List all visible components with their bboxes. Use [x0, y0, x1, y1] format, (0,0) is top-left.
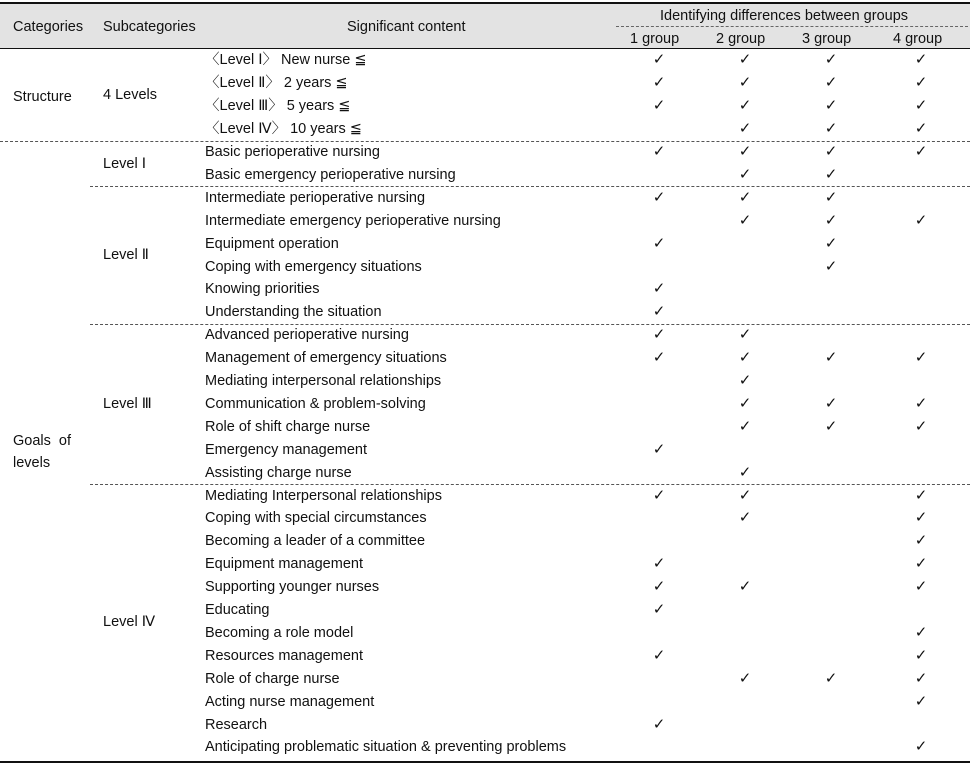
- content-cell: Coping with special circumstances: [205, 510, 427, 527]
- check-mark: ✓: [652, 96, 666, 115]
- check-mark: ✓: [914, 691, 928, 710]
- subgroup-divider: [90, 324, 970, 325]
- check-mark: ✓: [824, 668, 838, 687]
- header-groups-title: Identifying differences between groups: [660, 8, 909, 24]
- check-mark: ✓: [914, 554, 928, 573]
- content-cell: Basic perioperative nursing: [205, 144, 380, 161]
- check-mark: ✓: [824, 256, 838, 275]
- check-mark: ✓: [824, 210, 838, 229]
- content-cell: 〈Level Ⅳ〉 10 years ≦: [205, 121, 362, 138]
- category-label: Structure: [13, 88, 72, 105]
- content-cell: Coping with emergency situations: [205, 258, 422, 275]
- check-mark: ✓: [824, 233, 838, 252]
- check-mark: ✓: [652, 714, 666, 733]
- check-mark: ✓: [914, 668, 928, 687]
- check-mark: ✓: [738, 485, 752, 504]
- content-cell: 〈Level Ⅱ〉 2 years ≦: [205, 75, 348, 92]
- check-mark: ✓: [914, 142, 928, 161]
- subgroup-divider: [90, 484, 970, 485]
- check-mark: ✓: [914, 50, 928, 69]
- check-mark: ✓: [738, 187, 752, 206]
- check-mark: ✓: [652, 73, 666, 92]
- content-cell: Becoming a leader of a committee: [205, 533, 426, 550]
- check-mark: ✓: [738, 416, 752, 435]
- header-significant-content: Significant content: [347, 19, 466, 35]
- subcategory-label: Level Ⅲ: [103, 395, 152, 412]
- header-group-1: 1 group: [630, 31, 680, 47]
- content-cell: Mediating Interpersonal relationships: [205, 487, 442, 504]
- check-mark: ✓: [652, 50, 666, 69]
- check-mark: ✓: [914, 119, 928, 138]
- header-bottom-border: [0, 48, 970, 49]
- check-mark: ✓: [914, 416, 928, 435]
- content-cell: Supporting younger nurses: [205, 579, 380, 596]
- check-mark: ✓: [652, 485, 666, 504]
- check-mark: ✓: [738, 119, 752, 138]
- check-mark: ✓: [652, 554, 666, 573]
- check-mark: ✓: [914, 645, 928, 664]
- check-mark: ✓: [738, 668, 752, 687]
- subcategory-label: Level Ⅰ: [103, 155, 146, 172]
- check-mark: ✓: [914, 96, 928, 115]
- content-cell: Educating: [205, 602, 270, 619]
- check-mark: ✓: [738, 577, 752, 596]
- content-cell: Communication & problem-solving: [205, 395, 426, 412]
- check-mark: ✓: [652, 233, 666, 252]
- check-mark: ✓: [914, 393, 928, 412]
- content-cell: Role of shift charge nurse: [205, 418, 371, 435]
- check-mark: ✓: [914, 508, 928, 527]
- content-cell: Acting nurse management: [205, 693, 375, 710]
- check-mark: ✓: [738, 348, 752, 367]
- content-cell: Equipment management: [205, 556, 363, 573]
- check-mark: ✓: [652, 577, 666, 596]
- header-subcategories: Subcategories: [103, 19, 196, 35]
- content-cell: Research: [205, 716, 268, 733]
- check-mark: ✓: [652, 302, 666, 321]
- content-cell: 〈Level Ⅰ〉 New nurse ≦: [205, 52, 367, 69]
- check-mark: ✓: [652, 600, 666, 619]
- content-cell: Anticipating problematic situation & preventing problems: [205, 739, 567, 756]
- check-mark: ✓: [914, 622, 928, 641]
- check-mark: ✓: [824, 50, 838, 69]
- content-cell: Becoming a role model: [205, 624, 354, 641]
- check-mark: ✓: [738, 96, 752, 115]
- header-group-4: 4 group: [893, 31, 943, 47]
- check-mark: ✓: [738, 164, 752, 183]
- category-label: Goals of levels: [13, 432, 72, 471]
- check-mark: ✓: [652, 348, 666, 367]
- check-mark: ✓: [738, 325, 752, 344]
- content-cell: Mediating interpersonal relationships: [205, 373, 442, 390]
- check-mark: ✓: [914, 73, 928, 92]
- check-mark: ✓: [824, 96, 838, 115]
- check-mark: ✓: [652, 645, 666, 664]
- check-mark: ✓: [824, 348, 838, 367]
- header-group-2: 2 group: [716, 31, 766, 47]
- content-cell: Management of emergency situations: [205, 350, 447, 367]
- check-mark: ✓: [824, 164, 838, 183]
- header-group-3: 3 group: [802, 31, 852, 47]
- header-categories: Categories: [13, 19, 84, 35]
- content-cell: Advanced perioperative nursing: [205, 327, 409, 344]
- content-cell: Intermediate emergency perioperative nursing: [205, 212, 501, 229]
- content-cell: Knowing priorities: [205, 281, 320, 298]
- check-mark: ✓: [824, 416, 838, 435]
- header-groups-divider: [616, 26, 968, 27]
- check-mark: ✓: [738, 371, 752, 390]
- check-mark: ✓: [738, 393, 752, 412]
- check-mark: ✓: [652, 325, 666, 344]
- check-mark: ✓: [824, 119, 838, 138]
- content-cell: 〈Level Ⅲ〉 5 years ≦: [205, 98, 351, 115]
- content-cell: Assisting charge nurse: [205, 464, 352, 481]
- check-mark: ✓: [652, 187, 666, 206]
- check-mark: ✓: [914, 348, 928, 367]
- check-mark: ✓: [824, 73, 838, 92]
- check-mark: ✓: [652, 142, 666, 161]
- content-cell: Role of charge nurse: [205, 670, 340, 687]
- content-cell: Intermediate perioperative nursing: [205, 189, 426, 206]
- content-cell: Equipment operation: [205, 235, 339, 252]
- subcategory-label: Level Ⅳ: [103, 613, 156, 630]
- check-mark: ✓: [824, 187, 838, 206]
- check-mark: ✓: [738, 73, 752, 92]
- content-cell: Resources management: [205, 647, 363, 664]
- subcategory-label: Level Ⅱ: [103, 247, 149, 264]
- check-mark: ✓: [914, 577, 928, 596]
- check-mark: ✓: [652, 439, 666, 458]
- check-mark: ✓: [738, 210, 752, 229]
- content-cell: Understanding the situation: [205, 304, 382, 321]
- subcategory-label: 4 Levels: [103, 86, 158, 103]
- check-mark: ✓: [914, 485, 928, 504]
- content-cell: Basic emergency perioperative nursing: [205, 166, 456, 183]
- check-mark: ✓: [738, 508, 752, 527]
- check-mark: ✓: [914, 531, 928, 550]
- check-mark: ✓: [824, 142, 838, 161]
- table-header: [0, 4, 970, 49]
- check-mark: ✓: [652, 279, 666, 298]
- check-mark: ✓: [914, 737, 928, 756]
- content-cell: Emergency management: [205, 441, 367, 458]
- check-mark: ✓: [738, 142, 752, 161]
- check-mark: ✓: [914, 210, 928, 229]
- check-mark: ✓: [824, 393, 838, 412]
- check-mark: ✓: [738, 462, 752, 481]
- check-mark: ✓: [738, 50, 752, 69]
